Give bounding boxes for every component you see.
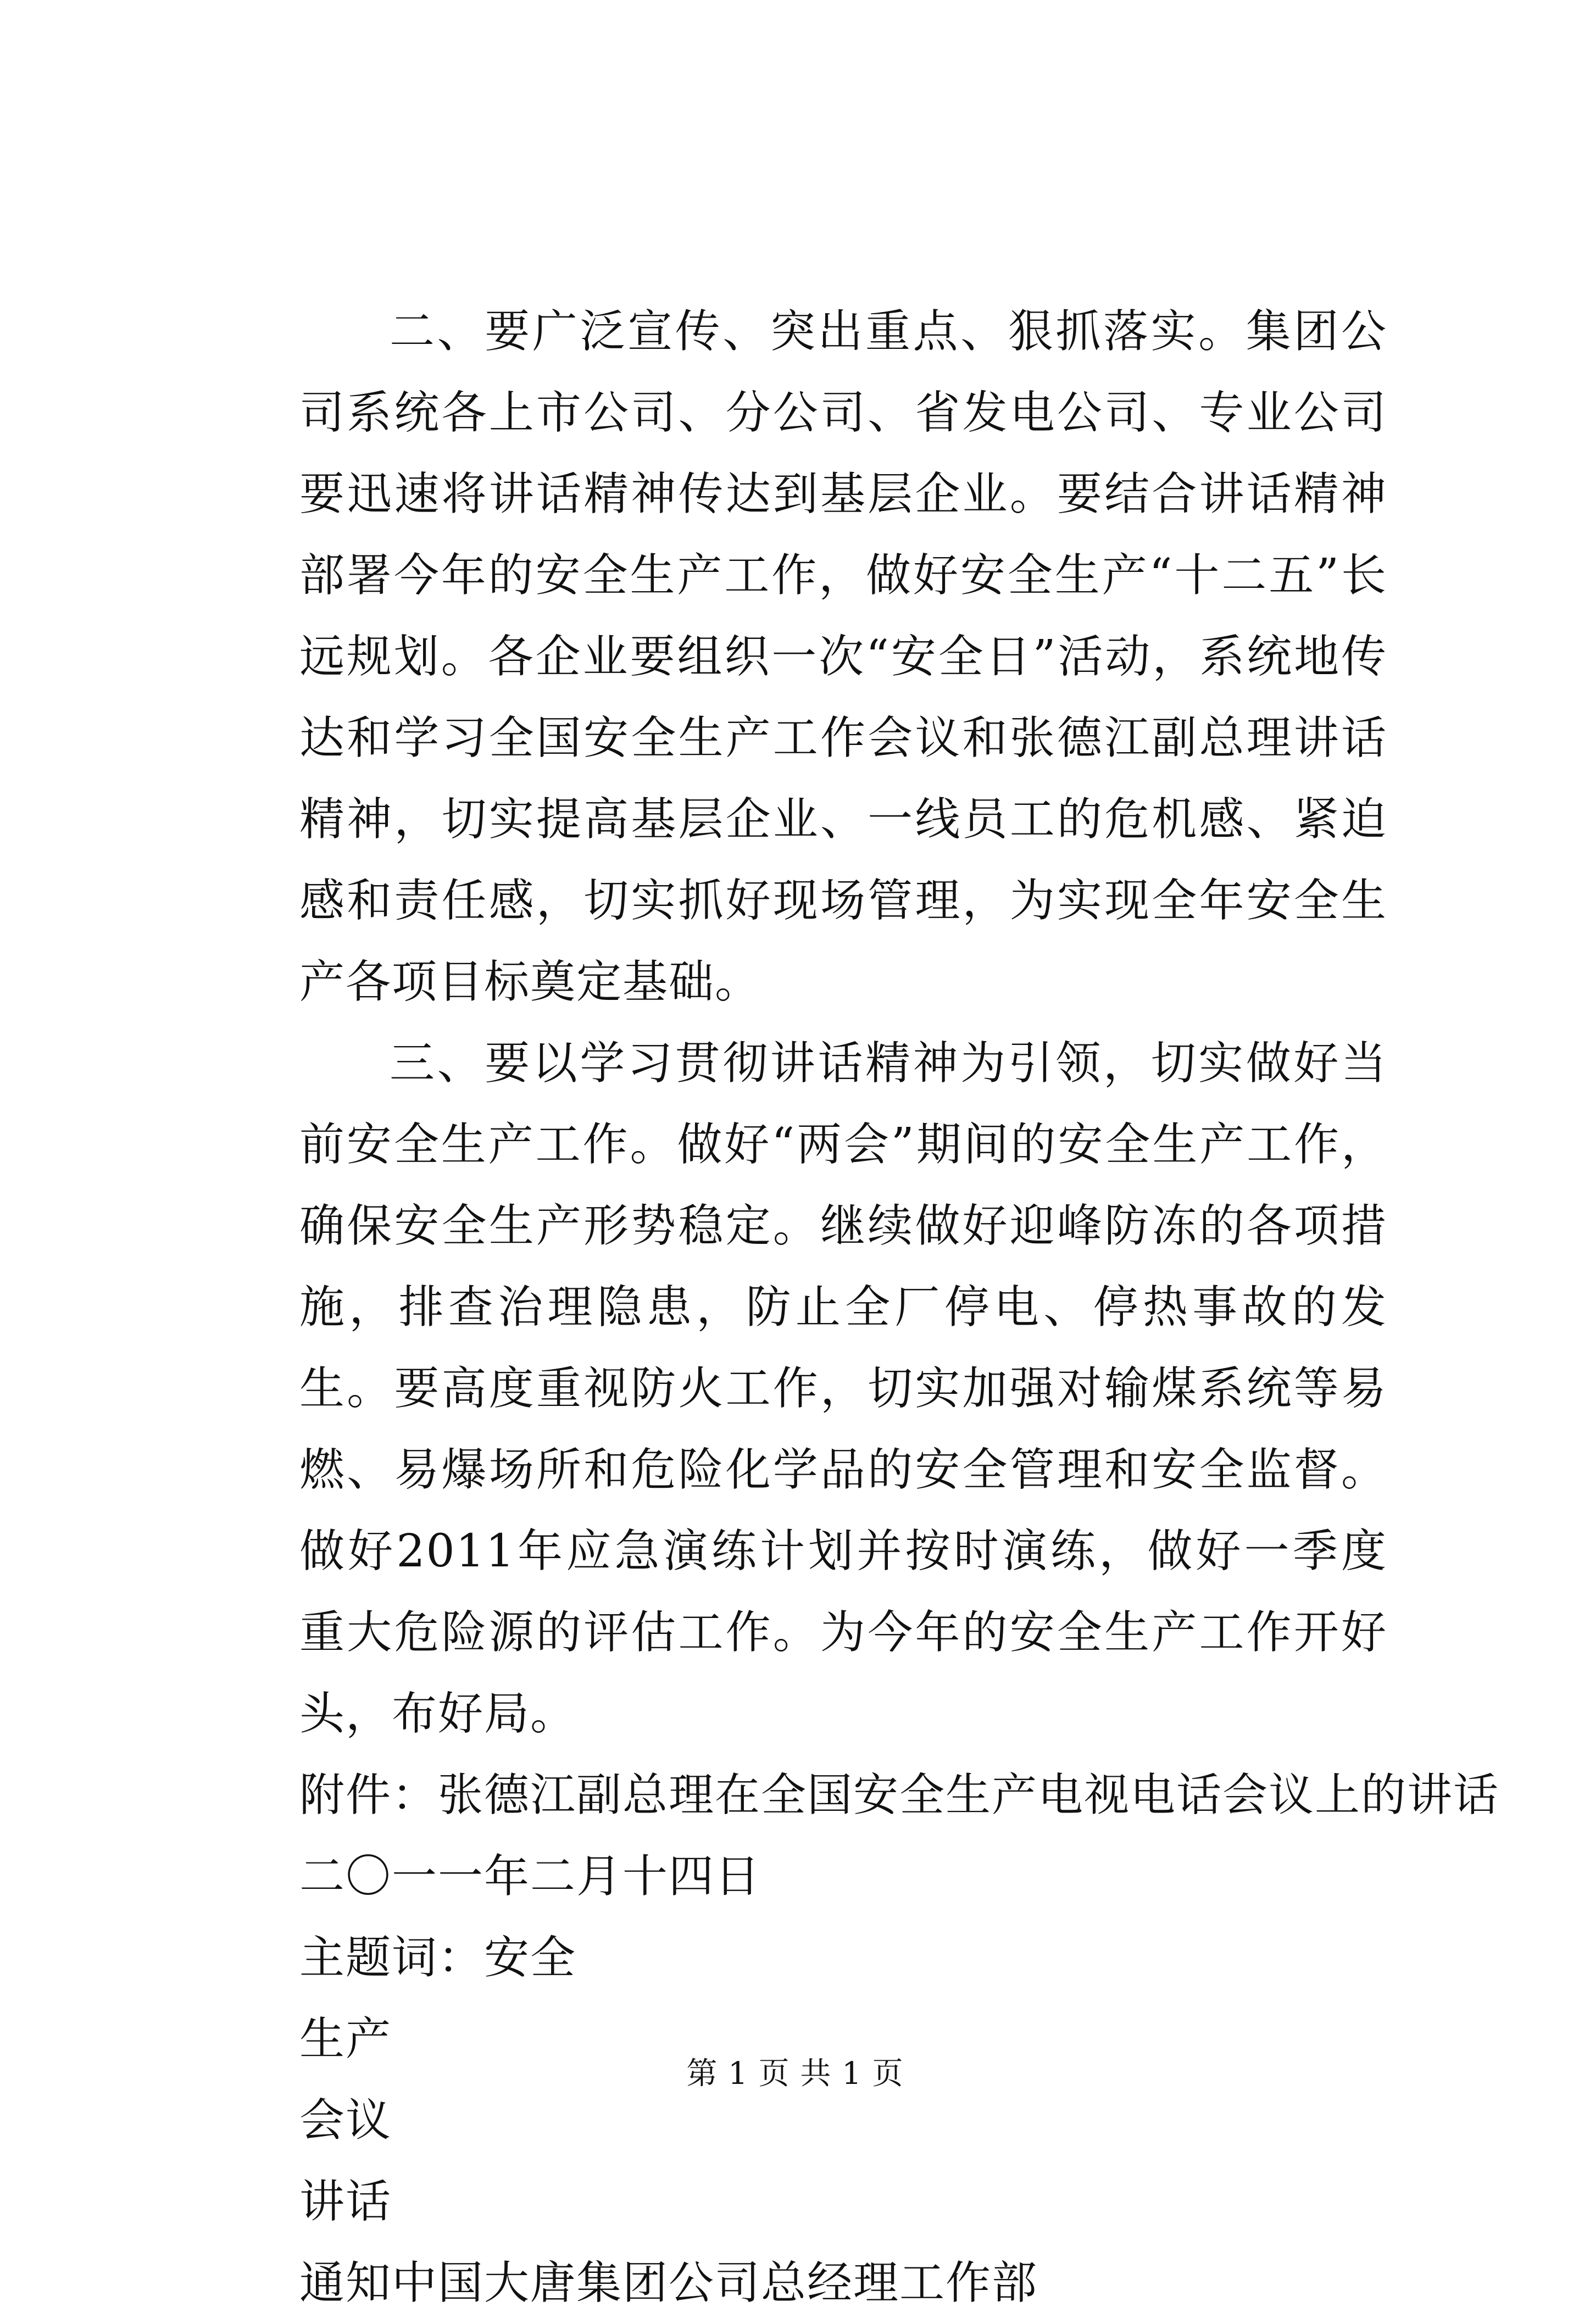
page-footer: 第 1 页 共 1 页 [686, 2056, 904, 2092]
document-date: 二〇一一年二月十四日 [299, 1850, 761, 1903]
paragraph-2: 二、要广泛宣传、突出重点、狠抓落实。集团公司系统各上市公司、分公司、省发电公司、专业公司要迅速将讲话精神传达到基层企业。要结合讲话精神部署今年的安全生产工作，做好安全生产“十二五”长远规划。各企业要组织一次“安全日”活动，系统地传达和学习全国安全生产工作会议和张德江副总理讲话精神，切实提高基层企业、一线员工的危机感、紧迫感和责任感，切实抓好现场管理，为实现全年安全生产各项目标奠定基础。 [299, 305, 1387, 1008]
subject-words: 主题词：安全 [299, 1932, 577, 1984]
paragraph-3: 三、要以学习贯彻讲话精神为引领，切实做好当前安全生产工作。做好“两会”期间的安全生产工作，确保安全生产形势稳定。继续做好迎峰防冻的各项措施，排查治理隐患，防止全厂停电、停热事故的发生。要高度重视防火工作，切实加强对输煤系统等易燃、易爆场所和危险化学品的安全管理和安全监督。做好2011年应急演练计划并按时演练，做好一季度重大危险源的评估工作。为今年的安全生产工作开好头，布好局。 [299, 1037, 1387, 1740]
keyword-speech: 讲话 [299, 2176, 392, 2228]
keyword-production: 生产 [299, 2013, 392, 2065]
keyword-meeting: 会议 [299, 2094, 392, 2147]
attachment-line: 附件：张德江副总理在全国安全生产电视电话会议上的讲话 [299, 1769, 1500, 1821]
document-body [299, 291, 1500, 2324]
issuer-line: 通知中国大唐集团公司总经理工作部 [299, 2257, 1038, 2309]
